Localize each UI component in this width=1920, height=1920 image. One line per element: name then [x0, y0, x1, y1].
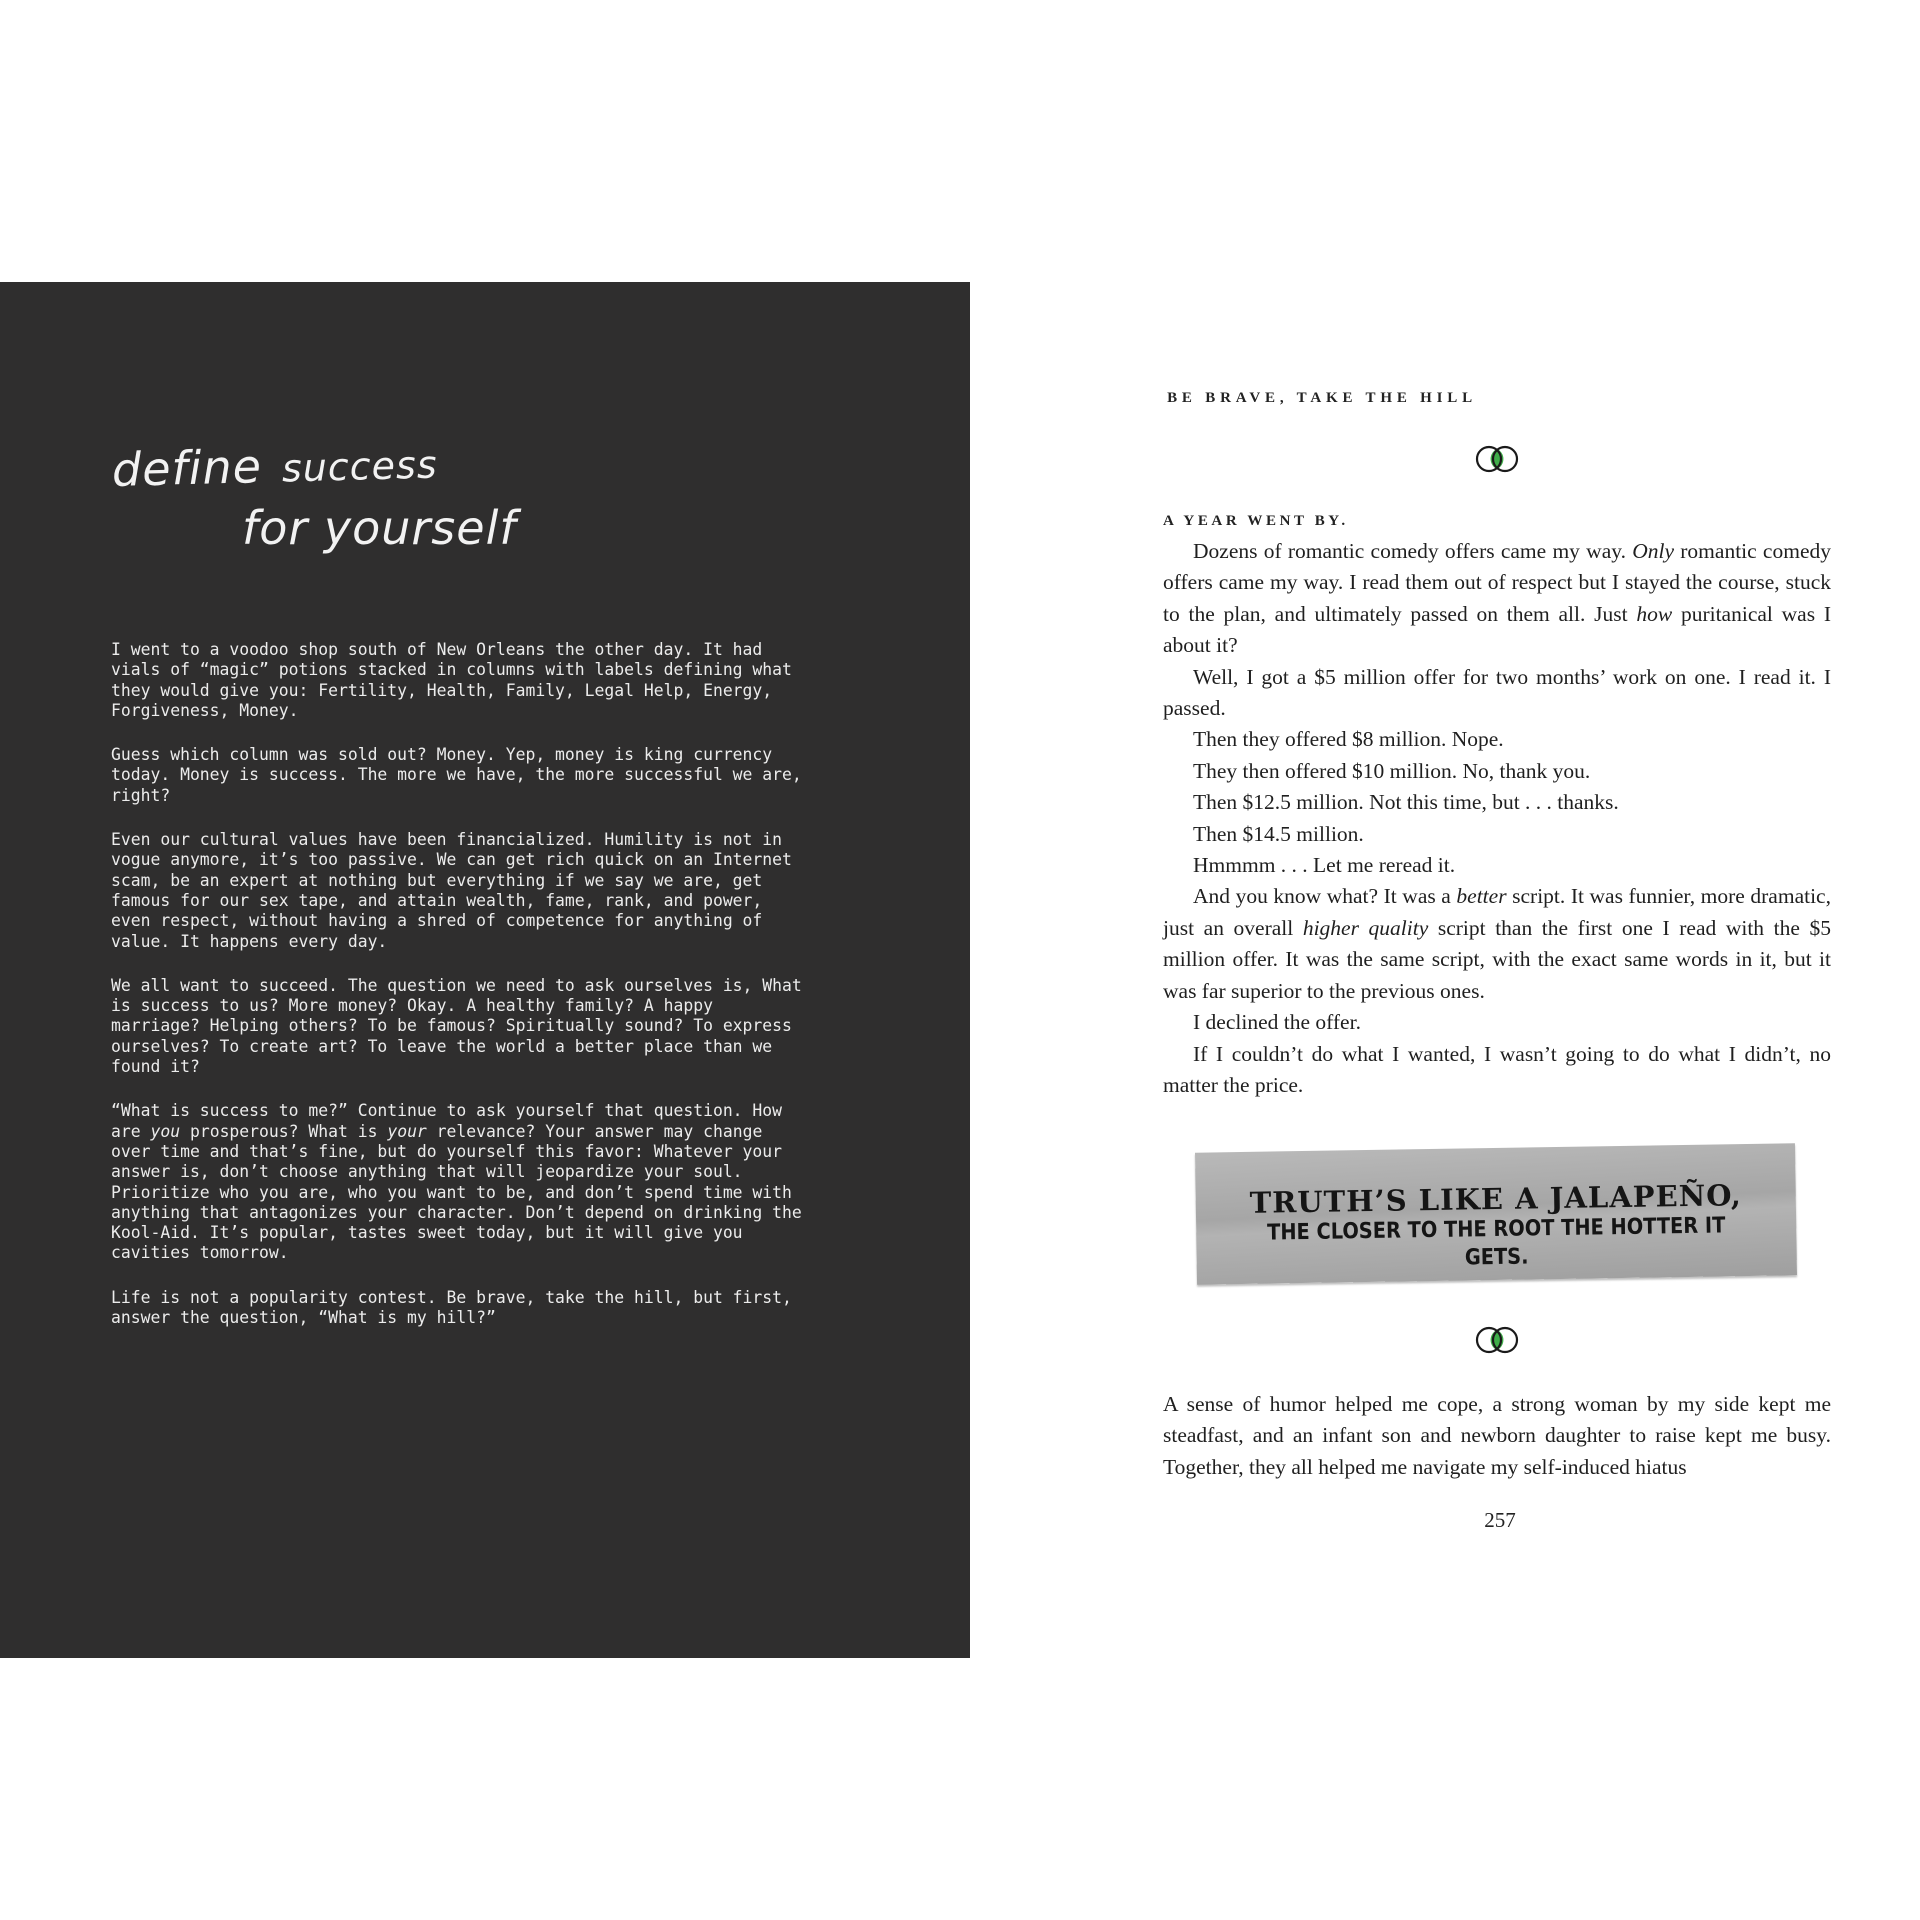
body-paragraph: Well, I got a $5 million offer for two months’ work on one. I read it. I passed.	[1163, 664, 1831, 721]
body-paragraph: Then $14.5 million.	[1193, 821, 1364, 846]
essay-paragraph: Even our cultural values have been financialized. Humility is not in vogue anymore, it’s too passive. We can get rich quick on an Internet scam, be an expert at nothing but everything if we say we are, get famous for our sex tape, and attain wealth, fame, rank, and power, even respect, without having a shred of competence for anything of value. It happens every day.	[111, 830, 792, 951]
handwritten-title	[111, 439, 517, 555]
body-emphasis: higher quality	[1302, 915, 1429, 940]
body-emphasis: how	[1636, 601, 1673, 626]
title-word-define: define	[111, 439, 263, 497]
essay-emphasis: your	[387, 1121, 427, 1141]
interlocking-rings-icon	[1470, 444, 1524, 474]
body-paragraph: I declined the offer.	[1193, 1010, 1361, 1035]
body-paragraph: If I couldn’t do what I wanted, I wasn’t going to do what I didn’t, no matter the price.	[1163, 1041, 1831, 1097]
body-paragraph	[1163, 881, 1831, 1007]
essay-paragraph: Life is not a popularity contest. Be brave, take the hill, but first, answer the question, “What is my hill?”	[111, 1287, 792, 1328]
body-text: script than the first one I read with the $5 million offer. It was the same script, with the exact same words in it, but it was far superior to the previous ones.	[1163, 915, 1831, 1003]
body-paragraph: Then $12.5 million. Not this time, but . . . thanks.	[1193, 790, 1619, 815]
body-section-1	[1163, 510, 1831, 1101]
essay-paragraph: We all want to succeed. The question we need to ask ourselves is, What is success to us? More money? Okay. A healthy family? A happy marriage? Helping others? To be famous? Spiritually sound? To express ourselves? To create art? To leave the world a better place than we found it?	[111, 975, 802, 1077]
body-paragraph: They then offered $10 million. No, thank you.	[1193, 758, 1591, 783]
title-word-success: success	[281, 442, 439, 491]
title-line-1	[111, 436, 517, 497]
body-paragraph: A sense of humor helped me cope, a strong woman by my side kept me steadfast, and an infant son and newborn daughter to raise kept me busy. Together, they all helped me navigate my self-induced hiatus	[1163, 1392, 1831, 1479]
page-number: 257	[1484, 1508, 1516, 1532]
essay-paragraph: I went to a voodoo shop south of New Orleans the other day. It had vials of “magic” potions stacked in columns with labels defining what they would give you: Fertility, Health, Family, Legal Help, Energy, Forgiveness, Money.	[111, 640, 792, 720]
body-emphasis: better	[1456, 884, 1507, 909]
running-head: BE BRAVE, TAKE THE HILL	[1167, 390, 1477, 406]
body-section-2	[1163, 1389, 1831, 1483]
body-paragraph: Hmmmm . . . Let me reread it.	[1193, 853, 1456, 878]
essay-paragraph: Guess which column was sold out? Money. Yep, money is king currency today. Money is success. The more we have, the more successful we are, right?	[111, 745, 802, 805]
body-text: puritanical was I about it?	[1163, 601, 1831, 658]
essay-text: relevance? Your answer may change over time and that’s fine, but do yourself this favor: Whatever your answer is, don’t choose anything that will jeopardize your soul. Prioritize who you are, who you want to be, and don’t spend time with anything that antagonizes your character. Don’t depend on drinking the Kool-Aid. It’s popular, tastes sweet today, but it will give you cavities tomorrow.	[111, 1121, 802, 1263]
body-text: script. It was funnier, more dramatic, just an overall	[1163, 884, 1831, 940]
title-line-2: for yourself	[242, 501, 517, 555]
essay-paragraph	[111, 1101, 811, 1263]
typed-essay	[111, 640, 811, 1352]
body-emphasis: Only	[1632, 539, 1675, 563]
quote-line-1: TRUTH’S LIKE A JALAPEÑO,	[1249, 1178, 1743, 1220]
left-page	[0, 282, 970, 1658]
quote-line-2: THE CLOSER TO THE ROOT THE HOTTER IT GETS.	[1266, 1213, 1726, 1271]
body-paragraph	[1163, 536, 1831, 662]
section-head: A YEAR WENT BY.	[1163, 513, 1349, 529]
essay-emphasis: you	[150, 1121, 181, 1141]
essay-text: “What is success to me?” Continue to ask yourself that question. How are	[111, 1101, 783, 1141]
body-text: Dozens of romantic comedy offers came my way.	[1193, 539, 1633, 563]
body-text: romantic comedy offers came my way. I read them out of respect but I stayed the course, stuck to the plan, and ultimately passed on them all. Just	[1163, 539, 1831, 626]
tape-quote-label	[1195, 1143, 1797, 1284]
body-text: And you know what? It was a	[1193, 884, 1457, 909]
body-paragraph: Then they offered $8 million. Nope.	[1193, 727, 1504, 752]
essay-text: prosperous? What is	[180, 1121, 388, 1141]
interlocking-rings-icon	[1470, 1325, 1524, 1355]
